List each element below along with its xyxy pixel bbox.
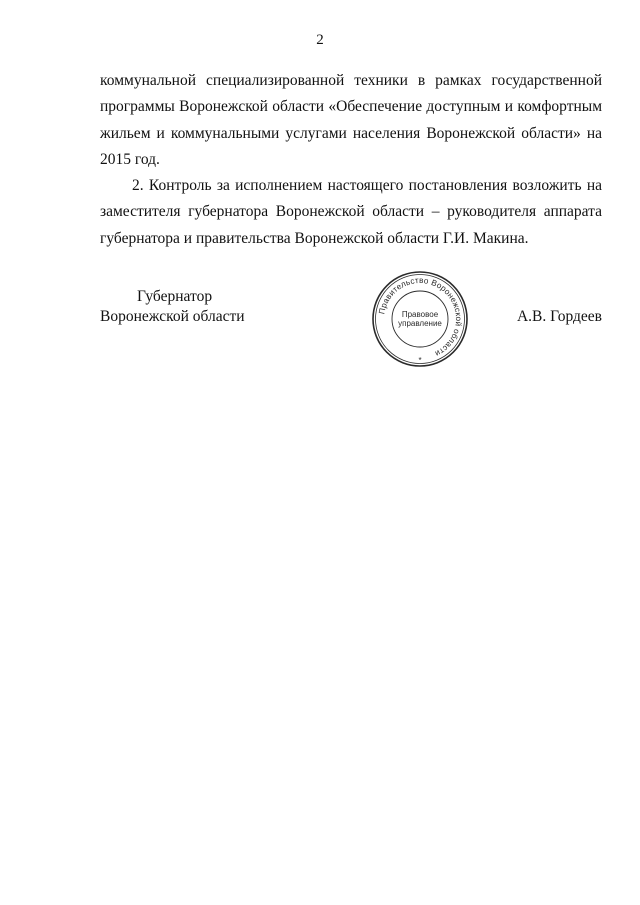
paragraph-1: коммунальной специализированной техники в рамках государственной программы Воронежской области «Обеспечение доступным и комфортным жильем и коммунальными услугами населения Воронежской области» на 2015 год.: [100, 71, 602, 168]
page-number: 2: [316, 32, 324, 48]
official-stamp: [370, 269, 470, 369]
signer-title-line-1: Губернатор: [137, 288, 213, 305]
stamp-star: *: [418, 356, 422, 365]
signer-title-line-2: Воронежской области: [100, 308, 245, 325]
signer-name: А.В. Гордеев: [516, 308, 602, 325]
signer-title: [100, 287, 245, 327]
signature-block: [100, 275, 602, 387]
stamp-center-line-2: управление: [398, 319, 442, 328]
paragraph-2: 2. Контроль за исполнением настоящего постановления возложить на заместителя губернатора Воронежской области – руководителя аппарата губернатора и правительства Воронежской области Г.И. Макина.: [100, 176, 602, 247]
stamp-center-line-1: Правовое: [401, 310, 439, 319]
stamp-ring-text: Правительство Воронежской области: [377, 275, 464, 359]
